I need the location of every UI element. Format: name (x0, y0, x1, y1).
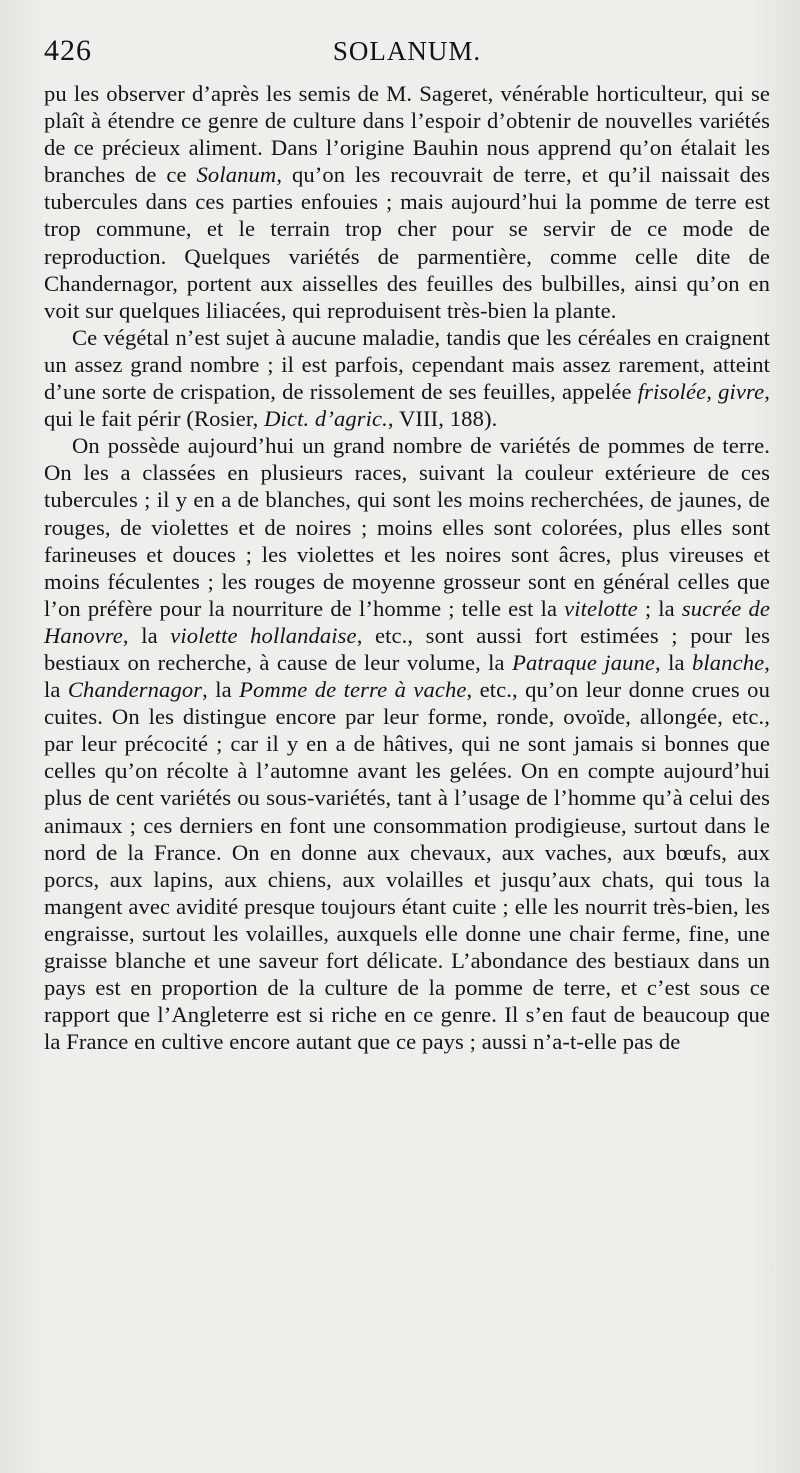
italic-term: Solanum (196, 162, 277, 188)
italic-term: sucrée de Hanovre (44, 595, 771, 648)
paragraph-1 (44, 80, 770, 324)
text-run: , qu’on les recouvrait de terre, et qu’il naissait des tubercules dans ces parties enfouies ; mais aujourd’hui la pomme de terre est trop commune, et le terrain trop cher pour se servir de ce mode de reproduction. Quelques variétés de parmentière, comme celle dite de Chandernagor, portent aux aisselles des feuilles des bulbilles, ainsi qu’on en voit sur quelques liliacées, qui reproduisent très-bien la plante. (44, 162, 770, 323)
page-header (44, 28, 770, 80)
page-number: 426 (44, 34, 92, 67)
text-run: , la (655, 649, 692, 675)
italic-term: violette hollandaise (170, 622, 357, 648)
italic-term: Patraque jaune (512, 649, 656, 675)
text-run: , VIII, 188). (387, 406, 498, 432)
text-run: ; la (637, 595, 682, 621)
text-run: On possède aujourd’hui un grand nombre de variétés de pommes de terre. On les a classées en plusieurs races, suivant la couleur extérieure de ces tubercules ; il y en a de blanches, qui sont les moins recherchées, de jaunes, de rouges, de violettes et de noires ; moins elles sont colorées, plus elles sont farineuses et douces ; les violettes et les noires sont âcres, plus vireuses et moins féculentes ; les rouges de moyenne grosseur sont en général celles que l’on préfère pour la nourriture de l’homme ; telle est la (44, 433, 770, 621)
italic-term: vitelotte (564, 595, 638, 621)
text-run: Ce végétal n’est sujet à aucune maladie, tandis que les céréales en craignent un assez grand nombre ; il est parfois, cependant mais assez rarement, atteint d’une sorte de crispation, de rissolement de ses feuilles, appelée (44, 324, 770, 405)
body-text (44, 80, 770, 1055)
text-run: , la (122, 622, 171, 648)
italic-term: frisolée, givre (637, 379, 765, 405)
text-run: pu les observer d’après les semis de M. Sageret, vénérable horticulteur, qui se plaît à étendre ce genre de culture dans l’espoir d’obtenir de nouvelles variétés de ce précieux aliment. Dans l’origine Bauhin nous apprend qu’on étalait les branches de ce (44, 81, 770, 188)
italic-term: Dict. d’agric. (264, 406, 388, 432)
running-title: SOLANUM. (332, 36, 482, 66)
text-run: , etc., qu’on leur donne crues ou cuites. On les distingue encore par leur forme, ronde, ovoïde, allongée, etc., par leur précocité ; car il y en a de hâtives, qui ne sont jamais si bonnes que celles qu’on récolte à l’automne avant les gelées. On en compte aujourd’hui plus de cent variétés ou sous-variétés, tant à l’usage de l’homme qu’à celui des animaux ; ces derniers en font une consommation prodigieuse, surtout dans le nord de la France. On en donne aux chevaux, aux vaches, aux bœufs, aux porcs, aux lapins, aux chiens, aux volailles et jusqu’aux chats, qui tous la mangent avec avidité presque toujours étant cuite ; elle les nourrit très-bien, les engraisse, surtout les volailles, auxquels elle donne une chair ferme, fine, une graisse blanche et une saveur fort délicate. L’abondance des bestiaux dans un pays est en proportion de la culture de la pomme de terre, et c’est sous ce rapport que l’Angleterre est si riche en ce genre. Il s’en faut de beaucoup que la France en cultive encore autant que ce pays ; aussi n’a-t-elle pas de (44, 677, 770, 1055)
italic-term: blanche (692, 649, 765, 675)
italic-term: Chandernagor (67, 677, 203, 703)
paragraph-2 (44, 324, 770, 432)
text-run: , la (202, 677, 240, 703)
text-run: , qui le fait périr (Rosier, (44, 379, 770, 432)
italic-term: Pomme de terre à vache (239, 677, 467, 703)
paragraph-3 (44, 432, 770, 1055)
text-run: , la (44, 649, 770, 703)
text-run: , etc., sont aussi fort estimées ; pour les bestiaux on recherche, à cause de leur volume, la (44, 622, 770, 675)
